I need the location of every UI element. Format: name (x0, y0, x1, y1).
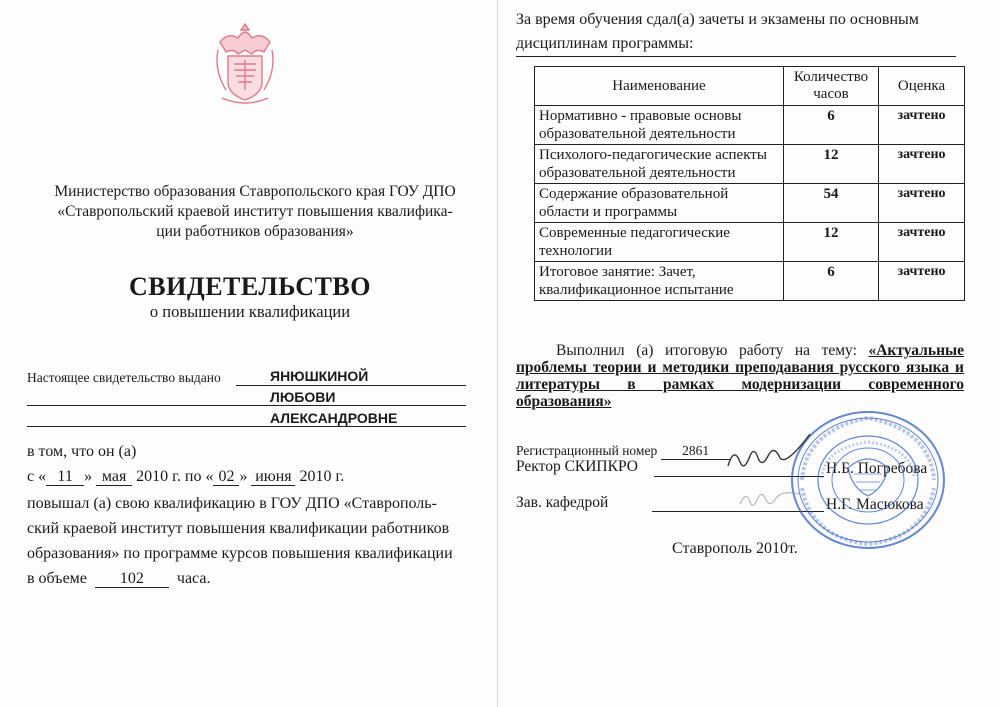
subject-name: Нормативно - правовые основы образовательной деятельности (535, 106, 784, 145)
header-hours: Количество часов (784, 67, 879, 106)
table-row (535, 145, 965, 184)
chair-label: Зав. кафедрой (516, 494, 609, 511)
header-grade: Оценка (879, 67, 965, 106)
grades-table (534, 66, 965, 301)
start-year: 2010 г. (136, 468, 181, 485)
organization-name (20, 182, 490, 242)
qualification-text (27, 491, 475, 566)
issued-label: Настоящее свидетельство выдано (27, 370, 221, 385)
rector-signature-drawing (724, 428, 814, 478)
subject-name: Современные педагогические технологии (535, 223, 784, 262)
volume-hours: 102 (95, 570, 169, 588)
subject-hours: 12 (784, 145, 879, 184)
page-fold (497, 0, 498, 707)
registration-label: Регистрационный номер (516, 443, 658, 458)
chair-signature-drawing (736, 482, 806, 512)
organization-line: Министерство образования Ставропольского края ГОУ ДПО (54, 183, 456, 200)
that-text: в том, что он (а) (27, 443, 137, 460)
study-period (27, 464, 344, 489)
subjects-intro (516, 8, 964, 57)
volume-label: в объеме (27, 570, 87, 587)
subject-grade: зачтено (879, 223, 965, 262)
table-header-row (535, 67, 965, 106)
subject-hours: 54 (784, 184, 879, 223)
certificate-subtitle: о повышении квалификации (149, 302, 351, 321)
subject-grade: зачтено (879, 106, 965, 145)
final-work-label: Выполнил (а) итоговую работу на тему: (556, 342, 857, 359)
recipient-patronymic: АЛЕКСАНДРОВНЕ (270, 410, 398, 426)
body-line: ский краевой институт повышения квалификации работников (27, 520, 450, 537)
end-day: 02 (213, 468, 239, 486)
subject-hours: 12 (784, 223, 879, 262)
start-month: мая (96, 468, 132, 486)
period-prefix: с « (27, 468, 47, 485)
first-name-line (27, 387, 466, 406)
intro-line: За время обучения сдал(а) зачеты и экзамены по основным (516, 11, 919, 28)
intro-line (516, 32, 956, 57)
organization-line: «Ставропольский краевой институт повышения квалифика- (57, 203, 453, 220)
rector-name: Н.Б. Погребова (826, 460, 928, 477)
end-month: июня (251, 468, 295, 486)
intro-line-2: дисциплинам программы: (516, 35, 694, 52)
to-word: по (184, 468, 202, 485)
subject-name: Психолого-педагогические аспекты образовательной деятельности (535, 145, 784, 184)
recipient-first-name: ЛЮБОВИ (270, 389, 336, 405)
period-quote: « (205, 468, 214, 485)
end-year: 2010 г. (299, 468, 345, 485)
subject-name: Содержание образовательной области и программы (535, 184, 784, 223)
start-day: 11 (46, 468, 84, 486)
registration-number: 2861 (661, 442, 731, 460)
table-row (535, 184, 965, 223)
patronymic-line (27, 408, 466, 427)
volume-unit: часа. (176, 570, 211, 587)
certificate-title: СВИДЕТЕЛЬСТВО (128, 272, 371, 301)
recipient-surname: ЯНЮШКИНОЙ (270, 368, 369, 384)
subject-grade: зачтено (879, 145, 965, 184)
period-quote: » (84, 468, 93, 485)
body-line: повышал (а) свою квалификацию в ГОУ ДПО «Ставрополь- (27, 495, 437, 512)
chair-name: Н.Г. Масюкова (826, 496, 924, 513)
organization-line: ции работников образования» (156, 223, 354, 240)
header-name: Наименование (535, 67, 784, 106)
city-year: Ставрополь 2010т. (672, 540, 798, 557)
final-work (516, 342, 964, 410)
rector-label: Ректор СКИПКРО (516, 458, 638, 475)
period-quote: » (239, 468, 248, 485)
subject-hours: 6 (784, 262, 879, 301)
subject-grade: зачтено (879, 184, 965, 223)
table-row (535, 223, 965, 262)
subject-hours: 6 (784, 106, 879, 145)
subject-name: Итоговое занятие: Зачет, квалификационное испытание (535, 262, 784, 301)
coat-of-arms-icon (212, 20, 278, 108)
final-work-topic: «Актуальные проблемы теории и методики преподавания русского языка и литературы в рамках модернизации современного образования» (516, 342, 964, 410)
volume-row (27, 566, 210, 591)
table-row (535, 262, 965, 301)
subject-grade: зачтено (879, 262, 965, 301)
table-row (535, 106, 965, 145)
body-line: образования» по программе курсов повышения квалификации (27, 545, 453, 562)
